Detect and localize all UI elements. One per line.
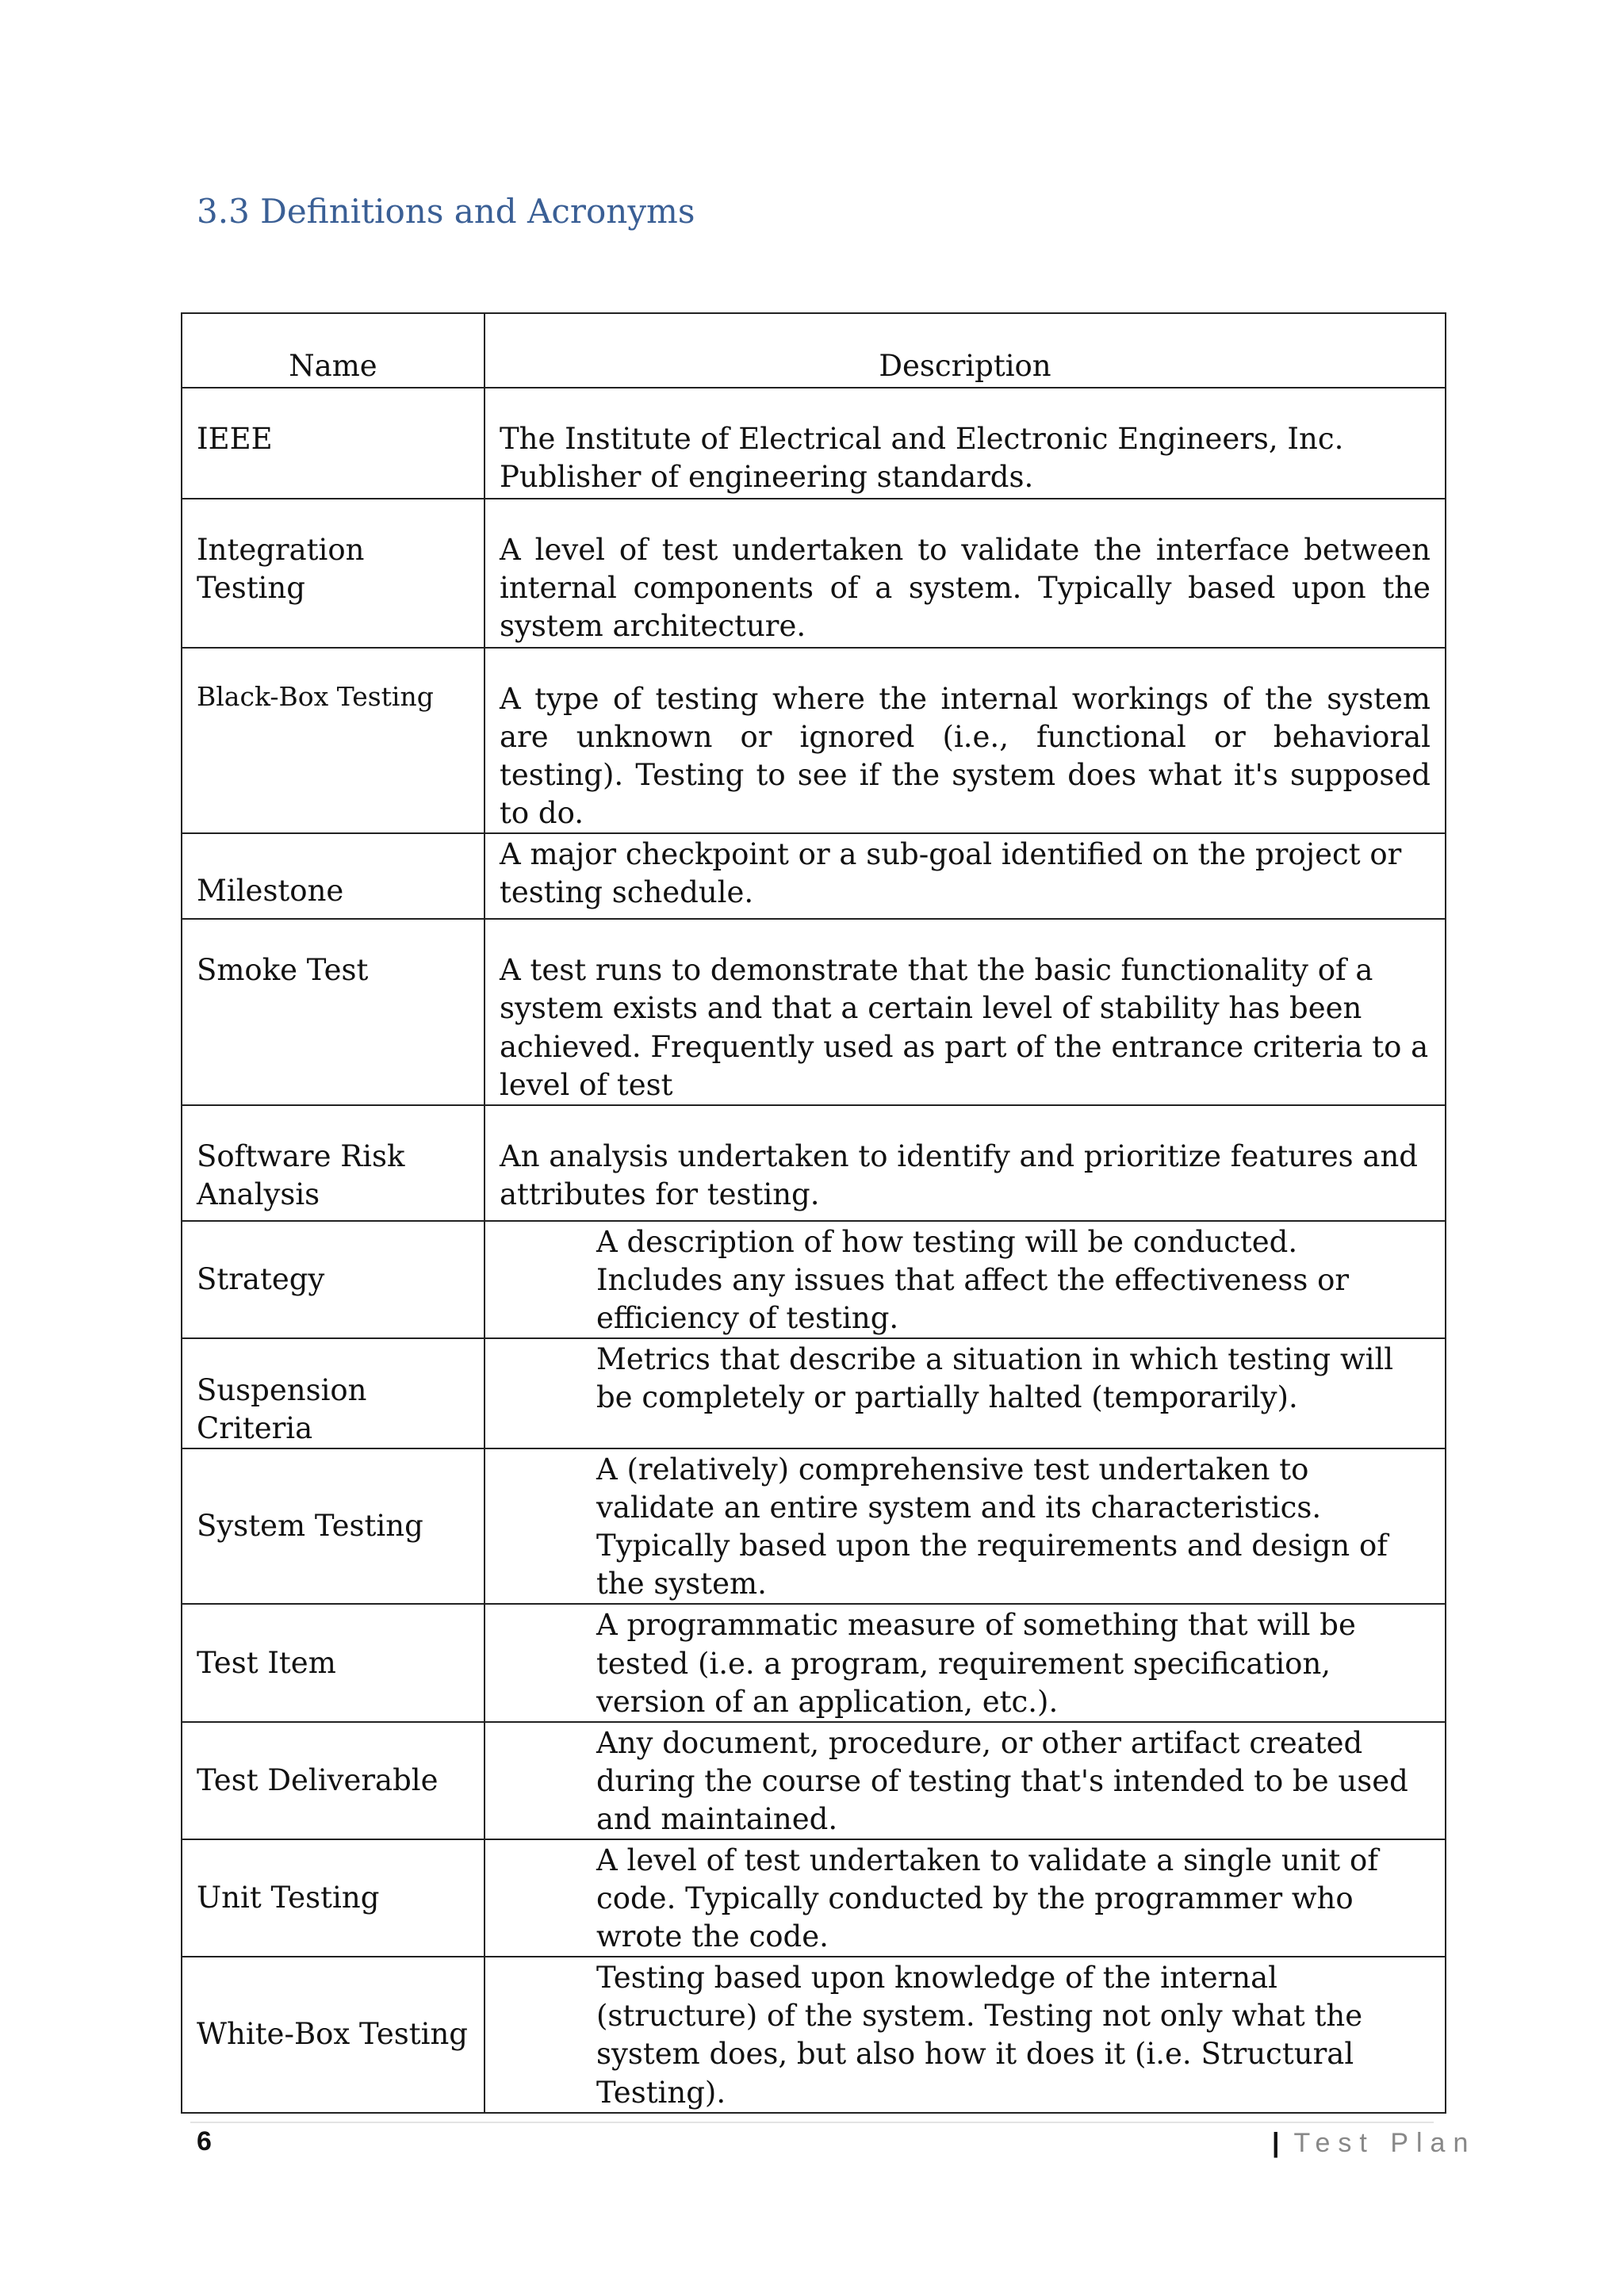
header-name: Name [182, 313, 485, 388]
table-row [182, 388, 1446, 499]
term-description: A level of test undertaken to validate a single unit of code. Typically conducted by the programmer who wrote the code. [485, 1839, 1446, 1957]
table-row [182, 499, 1446, 648]
term-description: An analysis undertaken to identify and prioritize features and attributes for testing. [485, 1105, 1446, 1221]
table-row [182, 833, 1446, 919]
table-row [182, 1448, 1446, 1604]
footer-divider [190, 2122, 1434, 2123]
term-description: A level of test undertaken to validate the interface between internal components of a system. Typically based upon the system architecture. [485, 499, 1446, 648]
term-description: A (relatively) comprehensive test undertaken to validate an entire system and its characteristics. Typically based upon the requirements and design of the system. [485, 1448, 1446, 1604]
table-row [182, 919, 1446, 1104]
term-name: System Testing [182, 1448, 485, 1604]
table-row [182, 1604, 1446, 1721]
term-description: A test runs to demonstrate that the basic functionality of a system exists and that a certain level of stability has been achieved. Frequently used as part of the entrance criteria to a level of test [485, 919, 1446, 1104]
header-description: Description [485, 313, 1446, 388]
term-name: Test Item [182, 1604, 485, 1721]
page-number: 6 [197, 2126, 212, 2156]
term-name: Milestone [182, 833, 485, 919]
term-name: Suspension Criteria [182, 1338, 485, 1448]
term-name: Strategy [182, 1221, 485, 1338]
term-name: Software Risk Analysis [182, 1105, 485, 1221]
term-description: A programmatic measure of something that will be tested (i.e. a program, requirement specification, version of an application, etc.). [485, 1604, 1446, 1721]
table-header-row [182, 313, 1446, 388]
table-row [182, 1105, 1446, 1221]
term-description: Testing based upon knowledge of the internal (structure) of the system. Testing not only what the system does, but also how it does it (i.e. Structural Testing). [485, 1957, 1446, 2112]
term-description: A description of how testing will be conducted. Includes any issues that affect the effectiveness or efficiency of testing. [485, 1221, 1446, 1338]
term-description: A type of testing where the internal workings of the system are unknown or ignored (i.e., functional or behavioral testing). Testing to see if the system does what it's supposed to do. [485, 648, 1446, 833]
footer-separator: | [1272, 2128, 1280, 2158]
term-name: Integration Testing [182, 499, 485, 648]
table-row [182, 1839, 1446, 1957]
term-name: IEEE [182, 388, 485, 499]
term-name: White-Box Testing [182, 1957, 485, 2112]
term-description: Metrics that describe a situation in which testing will be completely or partially halted (temporarily). [485, 1338, 1446, 1448]
term-name: Black-Box Testing [182, 648, 485, 833]
table-row [182, 1957, 1446, 2112]
term-description: A major checkpoint or a sub-goal identified on the project or testing schedule. [485, 833, 1446, 919]
term-name: Smoke Test [182, 919, 485, 1104]
table-row [182, 1722, 1446, 1839]
table-row [182, 648, 1446, 833]
term-description: Any document, procedure, or other artifact created during the course of testing that's intended to be used and maintained. [485, 1722, 1446, 1839]
definitions-table [181, 312, 1446, 2114]
term-name: Test Deliverable [182, 1722, 485, 1839]
table-row [182, 1338, 1446, 1448]
footer-document-label [1272, 2128, 1476, 2159]
term-description: The Institute of Electrical and Electronic Engineers, Inc. Publisher of engineering standards. [485, 388, 1446, 499]
term-name: Unit Testing [182, 1839, 485, 1957]
table-row [182, 1221, 1446, 1338]
section-title: 3.3 Definitions and Acronyms [197, 192, 695, 231]
footer-label-text: Test Plan [1293, 2128, 1477, 2158]
